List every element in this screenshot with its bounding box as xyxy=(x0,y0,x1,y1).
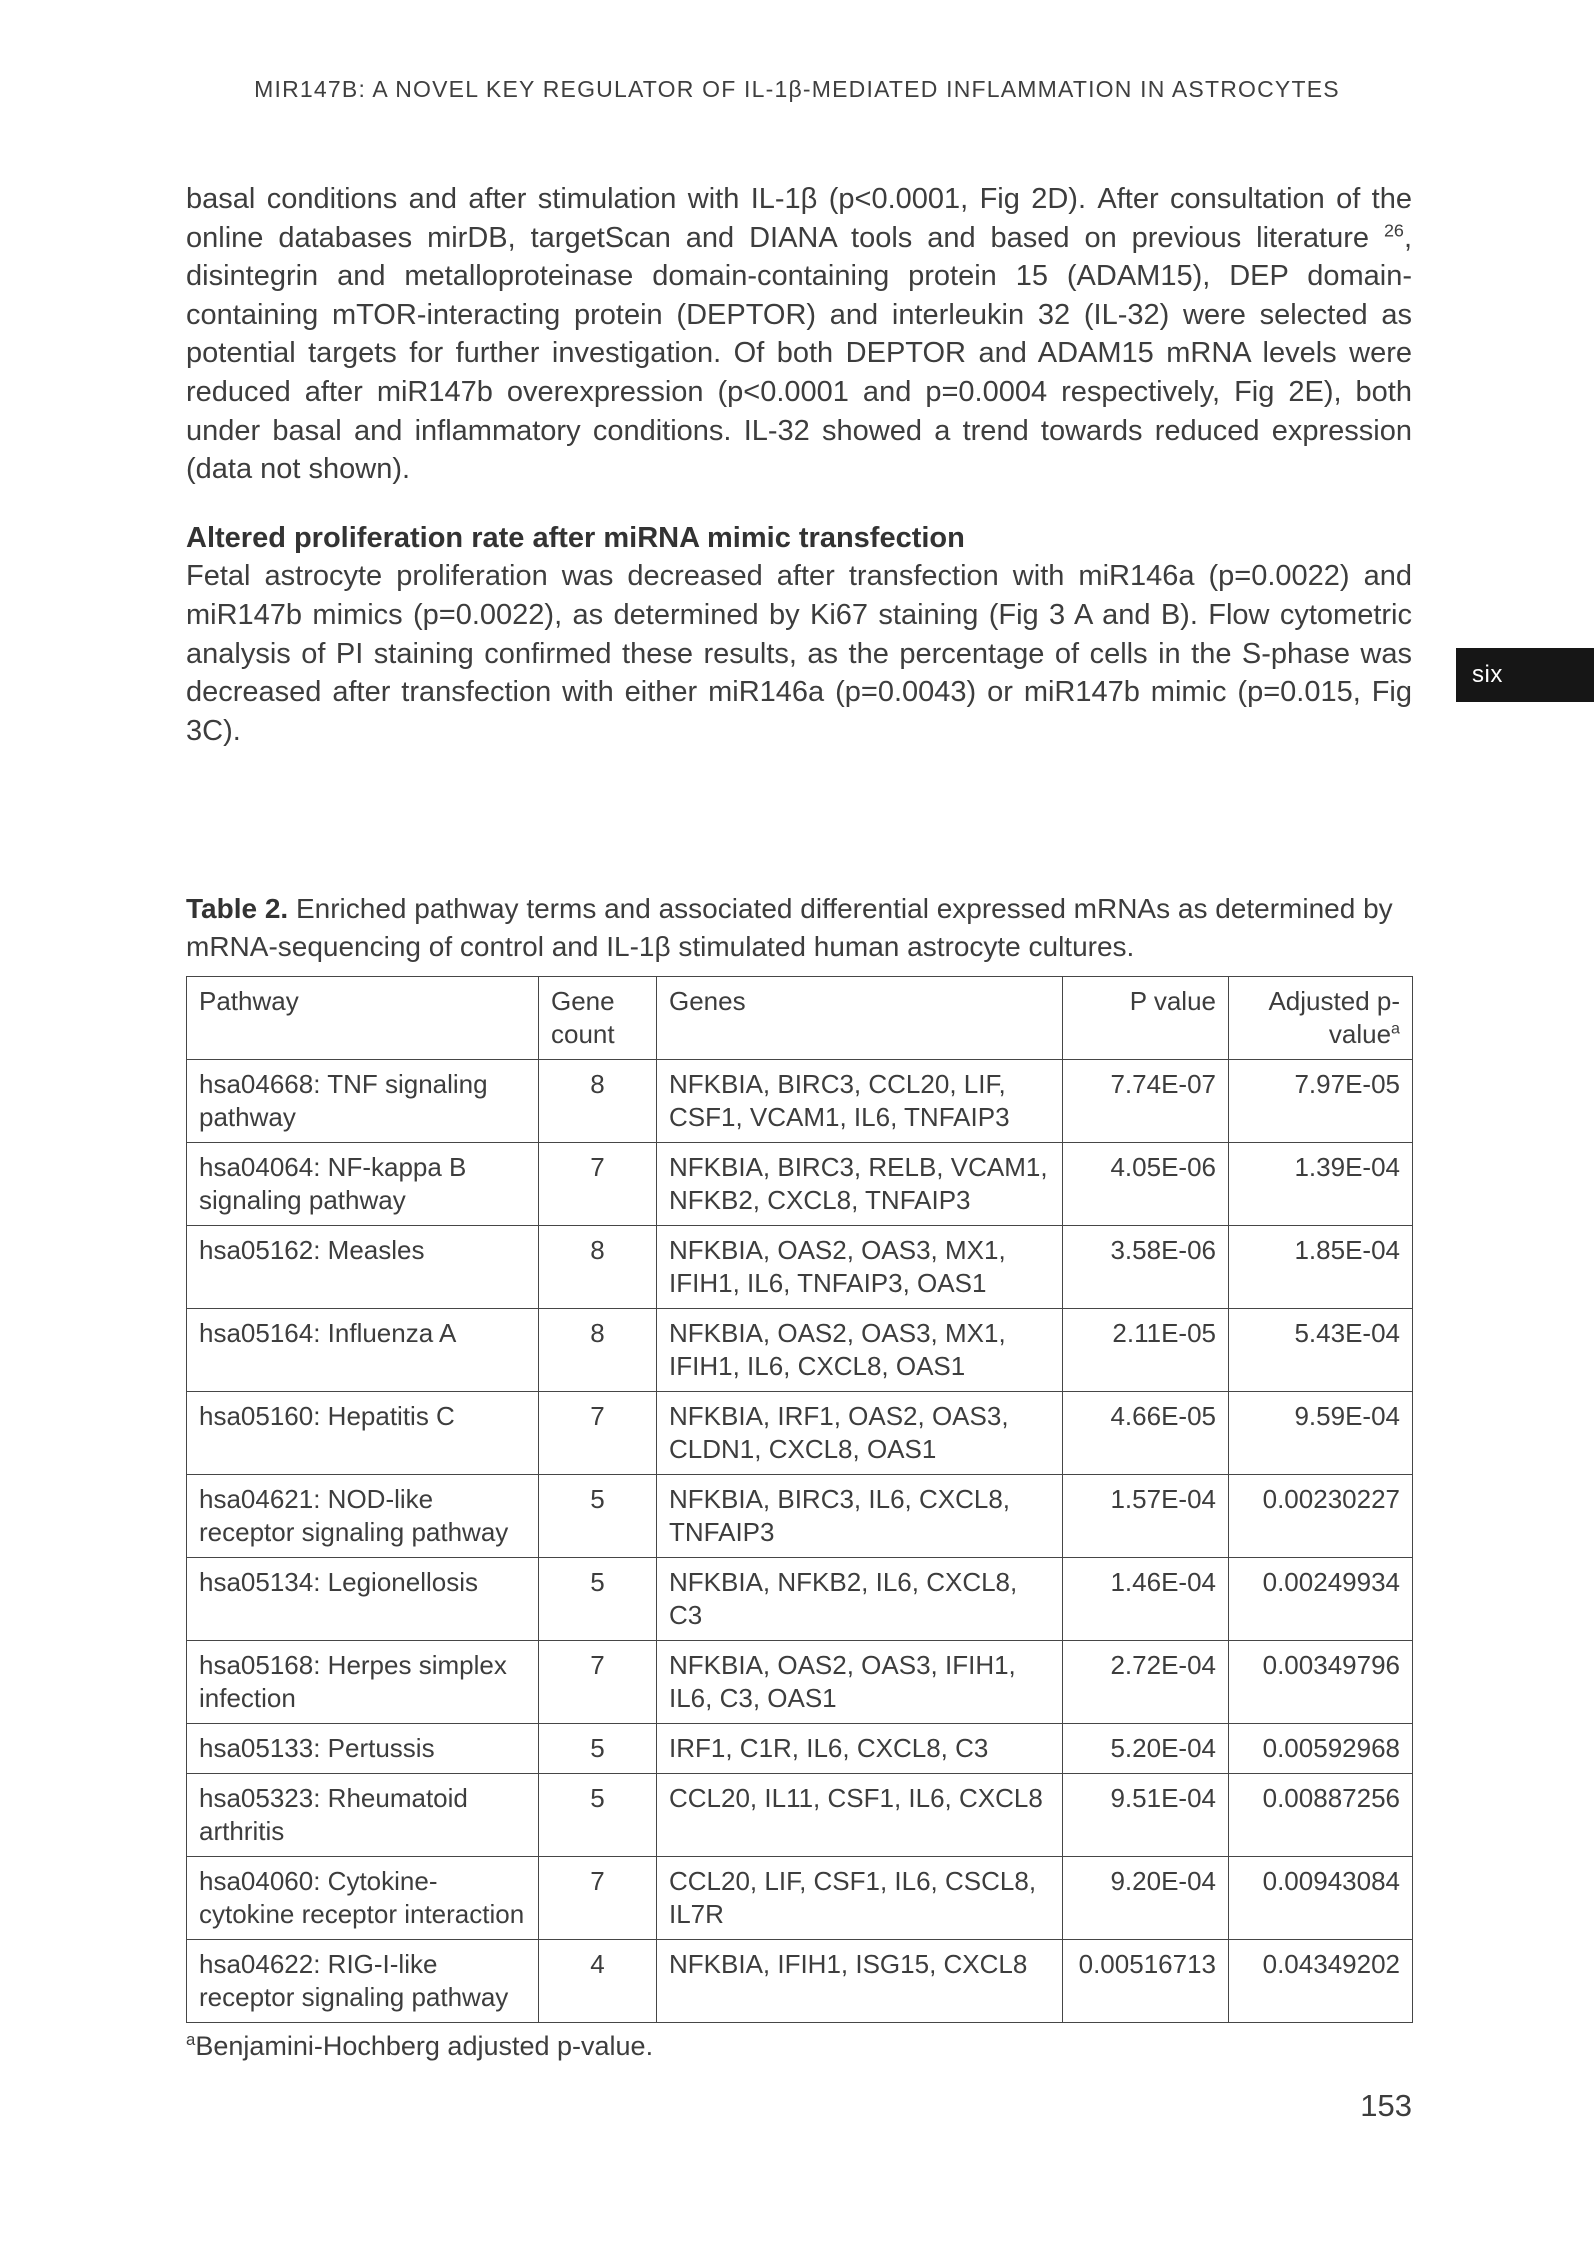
cell-adj-p-value: 1.39E-04 xyxy=(1229,1143,1413,1226)
cell-gene-count: 7 xyxy=(539,1143,657,1226)
footnote-text: Benjamini-Hochberg adjusted p-value. xyxy=(195,2031,654,2062)
header-genes: Genes xyxy=(657,977,1063,1060)
cell-p-value: 4.05E-06 xyxy=(1063,1143,1229,1226)
chapter-tab-label: six xyxy=(1472,661,1503,688)
cell-adj-p-value: 5.43E-04 xyxy=(1229,1309,1413,1392)
header-gene-count: Gene count xyxy=(539,977,657,1060)
table-row xyxy=(187,1309,1413,1392)
chapter-tab xyxy=(1456,648,1594,702)
cell-pathway: hsa04064: NF-kappa B signaling pathway xyxy=(187,1143,539,1226)
cell-p-value: 1.57E-04 xyxy=(1063,1475,1229,1558)
cell-adj-p-value: 0.00887256 xyxy=(1229,1774,1413,1857)
table-row xyxy=(187,1475,1413,1558)
cell-gene-count: 8 xyxy=(539,1309,657,1392)
header-p-value: P value xyxy=(1063,977,1229,1060)
cell-pathway: hsa05164: Influenza A xyxy=(187,1309,539,1392)
cell-genes: IRF1, C1R, IL6, CXCL8, C3 xyxy=(657,1724,1063,1774)
cell-genes: NFKBIA, OAS2, OAS3, MX1, IFIH1, IL6, CXCL8, OAS1 xyxy=(657,1309,1063,1392)
cell-p-value: 1.46E-04 xyxy=(1063,1558,1229,1641)
cell-gene-count: 4 xyxy=(539,1940,657,2023)
table-caption xyxy=(186,890,1412,966)
cell-pathway: hsa05168: Herpes simplex infection xyxy=(187,1641,539,1724)
table-row xyxy=(187,1558,1413,1641)
paragraph-2: Fetal astrocyte proliferation was decreased after transfection with miR146a (p=0.0022) and miR147b mimics (p=0.0022), as determined by Ki67 staining (Fig 3 A and B). Flow cytometric analysis of PI staining confirmed these results, as the percentage of cells in the S-phase was decreased after transfection with either miR146a (p=0.0043) or miR147b mimic (p=0.015, Fig 3C). xyxy=(186,560,1412,747)
cell-adj-p-value: 0.00230227 xyxy=(1229,1475,1413,1558)
cell-adj-p-value: 7.97E-05 xyxy=(1229,1060,1413,1143)
cell-pathway: hsa05323: Rheumatoid arthritis xyxy=(187,1774,539,1857)
reference-superscript: 26 xyxy=(1383,219,1404,240)
section-heading: Altered proliferation rate after miRNA mimic transfection xyxy=(186,521,965,554)
cell-genes: CCL20, IL11, CSF1, IL6, CXCL8 xyxy=(657,1774,1063,1857)
header-adjusted-p-value xyxy=(1229,977,1413,1060)
cell-pathway: hsa04622: RIG-I-like receptor signaling pathway xyxy=(187,1940,539,2023)
cell-p-value: 4.66E-05 xyxy=(1063,1392,1229,1475)
running-head: MIR147B: A NOVEL KEY REGULATOR OF IL-1β-MEDIATED INFLAMMATION IN ASTROCYTES xyxy=(254,76,1340,102)
cell-p-value: 9.51E-04 xyxy=(1063,1774,1229,1857)
header-adjusted-p-value-superscript: a xyxy=(1391,1019,1400,1038)
cell-adj-p-value: 1.85E-04 xyxy=(1229,1226,1413,1309)
text-block xyxy=(186,180,1412,2063)
table-caption-label: Table 2. xyxy=(186,893,289,925)
pathway-table-body xyxy=(187,1060,1413,2023)
cell-p-value: 2.72E-04 xyxy=(1063,1641,1229,1724)
cell-adj-p-value: 0.00592968 xyxy=(1229,1724,1413,1774)
cell-gene-count: 7 xyxy=(539,1392,657,1475)
table-caption-text: Enriched pathway terms and associated differential expressed mRNAs as determined by mRNA-sequencing of control and IL-1β stimulated human astrocyte cultures. xyxy=(186,893,1393,963)
cell-genes: NFKBIA, IRF1, OAS2, OAS3, CLDN1, CXCL8, OAS1 xyxy=(657,1392,1063,1475)
cell-p-value: 7.74E-07 xyxy=(1063,1060,1229,1143)
table-footnote xyxy=(186,2029,1412,2063)
cell-p-value: 0.00516713 xyxy=(1063,1940,1229,2023)
header-pathway: Pathway xyxy=(187,977,539,1060)
cell-genes: NFKBIA, BIRC3, CCL20, LIF, CSF1, VCAM1, IL6, TNFAIP3 xyxy=(657,1060,1063,1143)
cell-adj-p-value: 0.00249934 xyxy=(1229,1558,1413,1641)
cell-genes: NFKBIA, NFKB2, IL6, CXCL8, C3 xyxy=(657,1558,1063,1641)
cell-genes: NFKBIA, OAS2, OAS3, IFIH1, IL6, C3, OAS1 xyxy=(657,1641,1063,1724)
cell-gene-count: 8 xyxy=(539,1060,657,1143)
cell-pathway: hsa04668: TNF signaling pathway xyxy=(187,1060,539,1143)
cell-p-value: 5.20E-04 xyxy=(1063,1724,1229,1774)
table-row xyxy=(187,1940,1413,2023)
cell-pathway: hsa04060: Cytokine-cytokine receptor interaction xyxy=(187,1857,539,1940)
cell-p-value: 3.58E-06 xyxy=(1063,1226,1229,1309)
table-row xyxy=(187,1392,1413,1475)
cell-pathway: hsa05134: Legionellosis xyxy=(187,1558,539,1641)
table-row xyxy=(187,1143,1413,1226)
cell-genes: NFKBIA, BIRC3, IL6, CXCL8, TNFAIP3 xyxy=(657,1475,1063,1558)
paragraph-1-text: basal conditions and after stimulation with IL-1β (p<0.0001, Fig 2D). After consultation of the online databases mirDB, targetScan and DIANA tools and based on previous literature xyxy=(186,183,1412,254)
cell-gene-count: 8 xyxy=(539,1226,657,1309)
cell-gene-count: 5 xyxy=(539,1475,657,1558)
paragraph-1 xyxy=(186,180,1412,489)
cell-genes: NFKBIA, IFIH1, ISG15, CXCL8 xyxy=(657,1940,1063,2023)
cell-adj-p-value: 0.00943084 xyxy=(1229,1857,1413,1940)
cell-genes: NFKBIA, BIRC3, RELB, VCAM1, NFKB2, CXCL8, TNFAIP3 xyxy=(657,1143,1063,1226)
cell-gene-count: 5 xyxy=(539,1774,657,1857)
cell-pathway: hsa04621: NOD-like receptor signaling pathway xyxy=(187,1475,539,1558)
page-number: 153 xyxy=(1360,2088,1412,2123)
paragraph-1-text-continued: , disintegrin and metalloproteinase domain-containing protein 15 (ADAM15), DEP domain-containing mTOR-interacting protein (DEPTOR) and interleukin 32 (IL-32) were selected as potential targets for further investigation. Of both DEPTOR and ADAM15 mRNA levels were reduced after miR147b overexpression (p<0.0001 and p=0.0004 respectively, Fig 2E), both under basal and inflammatory conditions. IL-32 showed a trend towards reduced expression (data not shown). xyxy=(186,221,1412,486)
table-row xyxy=(187,1724,1413,1774)
footnote-marker: a xyxy=(186,2030,196,2050)
cell-gene-count: 7 xyxy=(539,1641,657,1724)
header-adjusted-p-value-text: Adjusted p-value xyxy=(1268,986,1400,1050)
table-header-row xyxy=(187,977,1413,1060)
table-row xyxy=(187,1641,1413,1724)
cell-pathway: hsa05162: Measles xyxy=(187,1226,539,1309)
pathway-table xyxy=(186,976,1413,2023)
cell-genes: CCL20, LIF, CSF1, IL6, CSCL8, IL7R xyxy=(657,1857,1063,1940)
cell-adj-p-value: 0.00349796 xyxy=(1229,1641,1413,1724)
table-row xyxy=(187,1226,1413,1309)
cell-pathway: hsa05160: Hepatitis C xyxy=(187,1392,539,1475)
cell-adj-p-value: 0.04349202 xyxy=(1229,1940,1413,2023)
cell-p-value: 2.11E-05 xyxy=(1063,1309,1229,1392)
cell-adj-p-value: 9.59E-04 xyxy=(1229,1392,1413,1475)
cell-gene-count: 5 xyxy=(539,1724,657,1774)
table-row xyxy=(187,1857,1413,1940)
cell-gene-count: 5 xyxy=(539,1558,657,1641)
table-row xyxy=(187,1774,1413,1857)
cell-pathway: hsa05133: Pertussis xyxy=(187,1724,539,1774)
table-row xyxy=(187,1060,1413,1143)
cell-p-value: 9.20E-04 xyxy=(1063,1857,1229,1940)
cell-genes: NFKBIA, OAS2, OAS3, MX1, IFIH1, IL6, TNFAIP3, OAS1 xyxy=(657,1226,1063,1309)
cell-gene-count: 7 xyxy=(539,1857,657,1940)
